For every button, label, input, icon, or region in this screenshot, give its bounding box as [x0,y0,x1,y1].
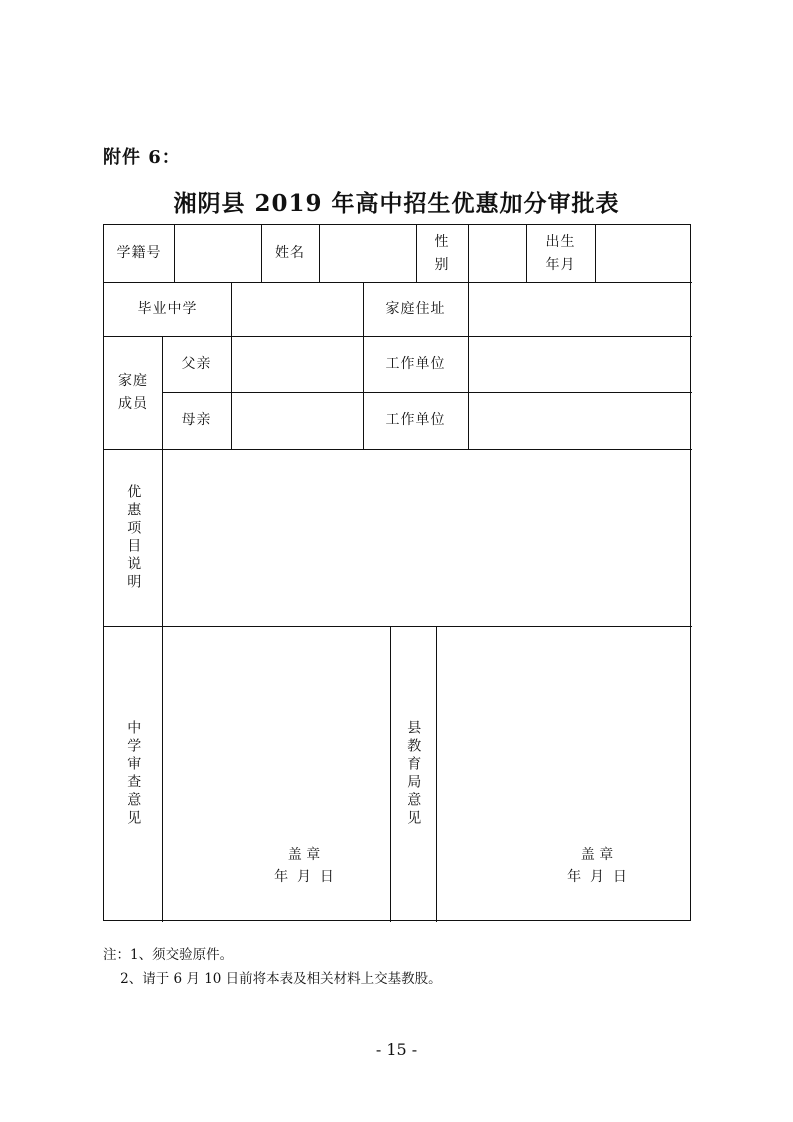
approval-form-table [103,224,691,921]
family-members-label: 家庭 成员 [118,373,148,412]
school-review-label: 中学审查意见 [125,720,142,828]
gender-label: 性 别 [434,234,450,273]
father-field[interactable] [231,336,363,392]
name-label: 姓名 [275,245,305,262]
school-seal-date: 盖 章 年 月 日 [274,847,334,885]
mother-field[interactable] [231,392,363,449]
name-field[interactable] [319,225,416,282]
student-no-field[interactable] [174,225,261,282]
school-review-label-cell [104,626,162,922]
bureau-opinion-label-cell [390,626,436,922]
mother-work-field[interactable] [468,392,692,449]
home-address-label: 家庭住址 [385,300,446,317]
notes [103,943,442,991]
gender-field[interactable] [468,225,526,282]
page-number: - 15 - [375,1040,418,1059]
preferential-item-label-cell [104,449,162,626]
graduated-school-field[interactable] [231,282,363,336]
birth-date-label: 出生 年月 [545,234,576,273]
preferential-item-field[interactable] [162,449,692,626]
home-address-field[interactable] [468,282,692,336]
birth-date-field[interactable] [595,225,692,282]
father-work-label: 工作单位 [385,355,446,372]
graduated-school-label: 毕业中学 [137,300,198,317]
mother-label: 母亲 [181,412,212,429]
father-work-field[interactable] [468,336,692,392]
mother-work-label: 工作单位 [385,412,446,429]
attachment-label: 附件 6： [103,147,181,168]
bureau-seal-date: 盖 章 年 月 日 [567,847,627,885]
student-no-label: 学籍号 [116,245,162,262]
document-title: 湘阴县 2019 年高中招生优惠加分审批表 [173,190,620,217]
note-line-2: 2、请于 6 月 10 日前将本表及相关材料上交基教股。 [103,971,442,987]
note-line-1: 注：1、须交验原件。 [103,947,234,963]
preferential-item-label: 优惠项目说明 [125,483,142,592]
bureau-opinion-label: 县教育局意见 [405,720,422,828]
father-label: 父亲 [181,355,212,372]
